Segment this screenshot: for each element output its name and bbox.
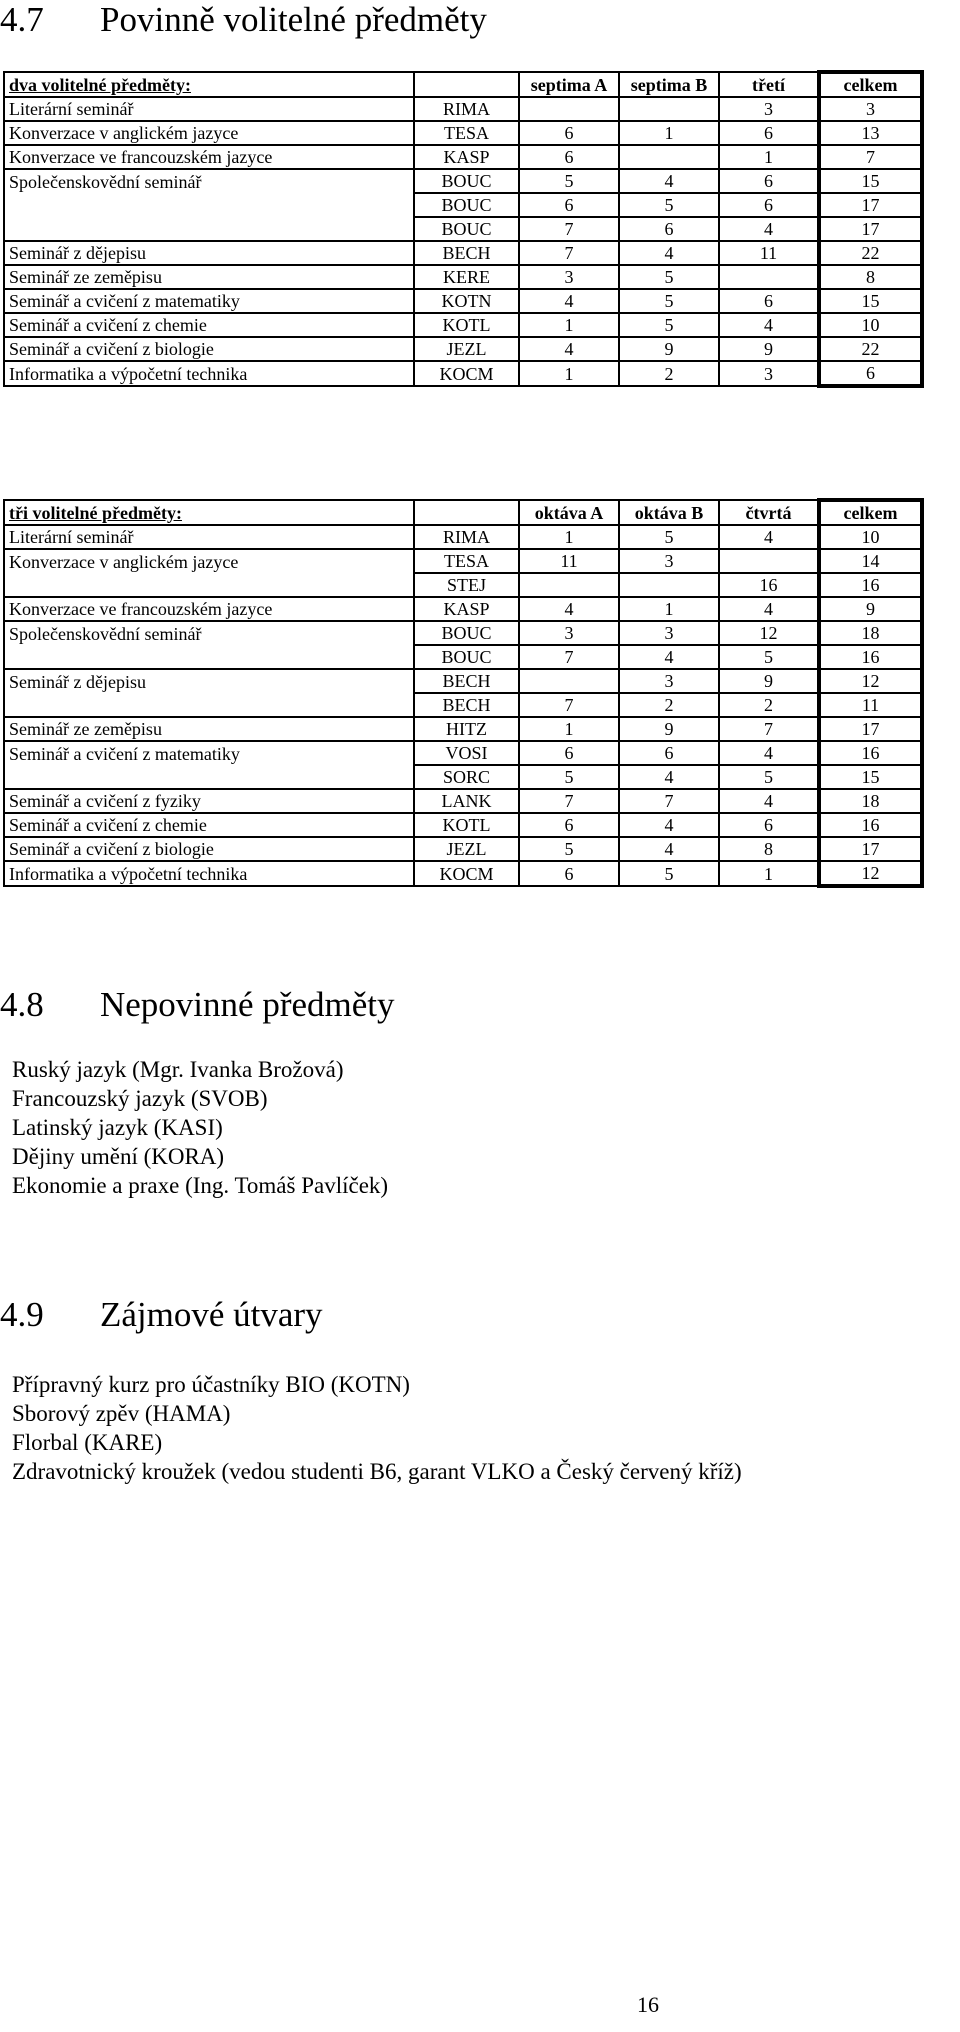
teacher-code-cell: JEZL [414,837,519,861]
subject-cell: Seminář a cvičení z matematiky [4,289,414,313]
subject-cell: Seminář ze zeměpisu [4,265,414,289]
total-cell: 17 [819,193,922,217]
count-cell: 9 [619,717,719,741]
total-cell: 11 [819,693,922,717]
table-row [4,289,922,313]
table-row [4,621,922,645]
count-cell: 5 [519,765,619,789]
table-row [4,669,922,693]
page-number: 16 [637,1992,659,2017]
teacher-code-cell: RIMA [414,97,519,121]
list-item: Dějiny umění (KORA) [12,1144,225,1169]
table-row [4,337,922,361]
interest-groups-list [12,1370,742,1486]
table-row [4,597,922,621]
table-row [4,525,922,549]
count-cell: 3 [719,97,819,121]
total-cell: 6 [819,361,922,386]
teacher-code-cell: SORC [414,765,519,789]
total-cell: 16 [819,813,922,837]
count-cell: 6 [719,813,819,837]
count-cell: 6 [519,193,619,217]
total-cell: 10 [819,313,922,337]
count-cell: 5 [619,265,719,289]
table-row [4,741,922,765]
total-cell: 22 [819,241,922,265]
list-item: Zdravotnický kroužek (vedou studenti B6, garant VLKO a Český červený kříž) [12,1459,742,1484]
subject-cell: Konverzace v anglickém jazyce [4,549,414,573]
count-cell: 5 [719,645,819,669]
count-cell: 1 [719,145,819,169]
count-cell: 5 [519,169,619,193]
elective-table-three-subjects [3,498,924,888]
count-cell: 7 [519,789,619,813]
count-cell: 4 [719,313,819,337]
teacher-code-cell: KOTL [414,313,519,337]
table-row [4,549,922,573]
subject-cell [4,645,414,669]
header-cell: tři volitelné předměty: [4,500,414,525]
subject-cell: Informatika a výpočetní technika [4,361,414,386]
total-cell: 8 [819,265,922,289]
subject-cell: Konverzace v anglickém jazyce [4,121,414,145]
table-row [4,361,922,386]
count-cell [519,573,619,597]
count-cell: 12 [719,621,819,645]
subject-cell: Seminář ze zeměpisu [4,717,414,741]
teacher-code-cell: TESA [414,121,519,145]
total-cell: 15 [819,169,922,193]
count-cell: 7 [519,693,619,717]
count-cell [719,265,819,289]
count-cell: 4 [619,169,719,193]
count-cell: 5 [619,525,719,549]
header-cell: čtvrtá [719,500,819,525]
count-cell: 1 [519,313,619,337]
table-row [4,193,922,217]
count-cell: 5 [619,193,719,217]
list-item: Ruský jazyk (Mgr. Ivanka Brožová) [12,1057,344,1082]
subject-cell: Seminář a cvičení z biologie [4,837,414,861]
list-item: Sborový zpěv (HAMA) [12,1401,231,1426]
table-row [4,645,922,669]
header-cell [414,72,519,97]
subject-cell [4,193,414,217]
count-cell: 4 [519,597,619,621]
count-cell: 4 [519,289,619,313]
section-heading-4-8 [0,985,395,1025]
table-row [4,837,922,861]
subject-cell [4,765,414,789]
teacher-code-cell: KERE [414,265,519,289]
count-cell: 4 [619,765,719,789]
count-cell: 1 [719,861,819,886]
count-cell: 6 [519,145,619,169]
subject-cell: Seminář a cvičení z biologie [4,337,414,361]
teacher-code-cell: BECH [414,693,519,717]
subject-cell: Literární seminář [4,525,414,549]
teacher-code-cell: HITZ [414,717,519,741]
count-cell: 3 [619,621,719,645]
count-cell: 16 [719,573,819,597]
table-header-row [4,500,922,525]
header-cell: celkem [819,72,922,97]
header-cell: septima A [519,72,619,97]
teacher-code-cell: KASP [414,597,519,621]
header-cell: celkem [819,500,922,525]
count-cell: 4 [619,813,719,837]
count-cell: 1 [619,597,719,621]
list-item: Přípravný kurz pro účastníky BIO (KOTN) [12,1372,410,1397]
section-number: 4.9 [0,1295,44,1334]
total-cell: 10 [819,525,922,549]
teacher-code-cell: BECH [414,669,519,693]
teacher-code-cell: RIMA [414,525,519,549]
teacher-code-cell: KOCM [414,861,519,886]
count-cell: 2 [619,361,719,386]
count-cell: 1 [519,525,619,549]
count-cell: 5 [719,765,819,789]
count-cell: 7 [519,645,619,669]
count-cell: 3 [519,621,619,645]
section-title: Nepovinné předměty [100,985,395,1024]
total-cell: 17 [819,717,922,741]
table-row [4,861,922,886]
elective-table-two-subjects [3,70,924,388]
table-row [4,121,922,145]
count-cell [619,145,719,169]
count-cell: 8 [719,837,819,861]
count-cell: 6 [719,193,819,217]
list-item: Florbal (KARE) [12,1430,163,1455]
count-cell: 7 [719,717,819,741]
count-cell: 6 [519,861,619,886]
count-cell: 1 [519,717,619,741]
total-cell: 13 [819,121,922,145]
count-cell: 7 [619,789,719,813]
count-cell: 6 [619,741,719,765]
teacher-code-cell: BECH [414,241,519,265]
table-row [4,265,922,289]
count-cell: 5 [619,313,719,337]
teacher-code-cell: STEJ [414,573,519,597]
teacher-code-cell: BOUC [414,169,519,193]
teacher-code-cell: BOUC [414,193,519,217]
table-row [4,573,922,597]
teacher-code-cell: JEZL [414,337,519,361]
count-cell: 11 [519,549,619,573]
count-cell: 9 [619,337,719,361]
count-cell: 4 [619,241,719,265]
table-row [4,693,922,717]
total-cell: 9 [819,597,922,621]
count-cell: 4 [519,337,619,361]
teacher-code-cell: BOUC [414,217,519,241]
subject-cell: Konverzace ve francouzském jazyce [4,145,414,169]
total-cell: 22 [819,337,922,361]
optional-subjects-list [12,1055,388,1200]
teacher-code-cell: VOSI [414,741,519,765]
count-cell: 6 [719,289,819,313]
count-cell [519,97,619,121]
section-number: 4.8 [0,985,44,1024]
count-cell: 5 [619,861,719,886]
count-cell: 1 [519,361,619,386]
teacher-code-cell: KOTN [414,289,519,313]
teacher-code-cell: LANK [414,789,519,813]
total-cell: 3 [819,97,922,121]
total-cell: 15 [819,289,922,313]
subject-cell: Seminář a cvičení z chemie [4,813,414,837]
table-row [4,717,922,741]
total-cell: 15 [819,765,922,789]
total-cell: 16 [819,741,922,765]
total-cell: 17 [819,217,922,241]
table-row [4,813,922,837]
subject-cell: Seminář a cvičení z matematiky [4,741,414,765]
count-cell: 4 [719,789,819,813]
section-heading-4-9 [0,1295,323,1335]
table-row [4,313,922,337]
teacher-code-cell: KOTL [414,813,519,837]
subject-cell: Informatika a výpočetní technika [4,861,414,886]
table-row [4,765,922,789]
count-cell: 9 [719,337,819,361]
count-cell: 2 [619,693,719,717]
subject-cell: Společenskovědní seminář [4,169,414,193]
count-cell: 6 [719,169,819,193]
count-cell: 4 [719,217,819,241]
count-cell: 6 [719,121,819,145]
teacher-code-cell: BOUC [414,621,519,645]
list-item: Francouzský jazyk (SVOB) [12,1086,268,1111]
count-cell: 4 [619,645,719,669]
subject-cell: Seminář a cvičení z fyziky [4,789,414,813]
table-row [4,217,922,241]
teacher-code-cell: KOCM [414,361,519,386]
count-cell: 1 [619,121,719,145]
count-cell: 7 [519,241,619,265]
subject-cell: Společenskovědní seminář [4,621,414,645]
subject-cell [4,217,414,241]
count-cell: 6 [619,217,719,241]
count-cell: 5 [519,837,619,861]
count-cell: 3 [619,549,719,573]
count-cell: 4 [719,597,819,621]
header-cell: třetí [719,72,819,97]
teacher-code-cell: BOUC [414,645,519,669]
table-row [4,97,922,121]
total-cell: 17 [819,837,922,861]
table-row [4,145,922,169]
count-cell [619,97,719,121]
list-item: Latinský jazyk (KASI) [12,1115,223,1140]
header-cell: oktáva A [519,500,619,525]
count-cell: 3 [619,669,719,693]
header-cell [414,500,519,525]
subject-cell: Seminář a cvičení z chemie [4,313,414,337]
count-cell: 4 [719,741,819,765]
count-cell [619,573,719,597]
total-cell: 18 [819,789,922,813]
count-cell: 4 [619,837,719,861]
total-cell: 7 [819,145,922,169]
count-cell: 4 [719,525,819,549]
count-cell: 9 [719,669,819,693]
table-header-row [4,72,922,97]
section-title: Povinně volitelné předměty [100,0,487,39]
subject-cell [4,573,414,597]
teacher-code-cell: TESA [414,549,519,573]
subject-cell: Seminář z dějepisu [4,669,414,693]
count-cell: 7 [519,217,619,241]
subject-cell: Konverzace ve francouzském jazyce [4,597,414,621]
count-cell: 6 [519,741,619,765]
count-cell: 3 [519,265,619,289]
total-cell: 16 [819,645,922,669]
table-row [4,789,922,813]
table-row [4,169,922,193]
total-cell: 14 [819,549,922,573]
count-cell: 3 [719,361,819,386]
section-heading-4-7 [0,0,487,40]
count-cell [719,549,819,573]
total-cell: 16 [819,573,922,597]
subject-cell: Seminář z dějepisu [4,241,414,265]
subject-cell [4,693,414,717]
count-cell: 6 [519,121,619,145]
total-cell: 18 [819,621,922,645]
section-title: Zájmové útvary [100,1295,323,1334]
teacher-code-cell: KASP [414,145,519,169]
header-cell: septima B [619,72,719,97]
header-cell: oktáva B [619,500,719,525]
total-cell: 12 [819,861,922,886]
subject-cell: Literární seminář [4,97,414,121]
total-cell: 12 [819,669,922,693]
list-item: Ekonomie a praxe (Ing. Tomáš Pavlíček) [12,1173,389,1198]
table-row [4,241,922,265]
count-cell: 11 [719,241,819,265]
count-cell [519,669,619,693]
count-cell: 2 [719,693,819,717]
count-cell: 5 [619,289,719,313]
count-cell: 6 [519,813,619,837]
header-cell: dva volitelné předměty: [4,72,414,97]
section-number: 4.7 [0,0,44,39]
